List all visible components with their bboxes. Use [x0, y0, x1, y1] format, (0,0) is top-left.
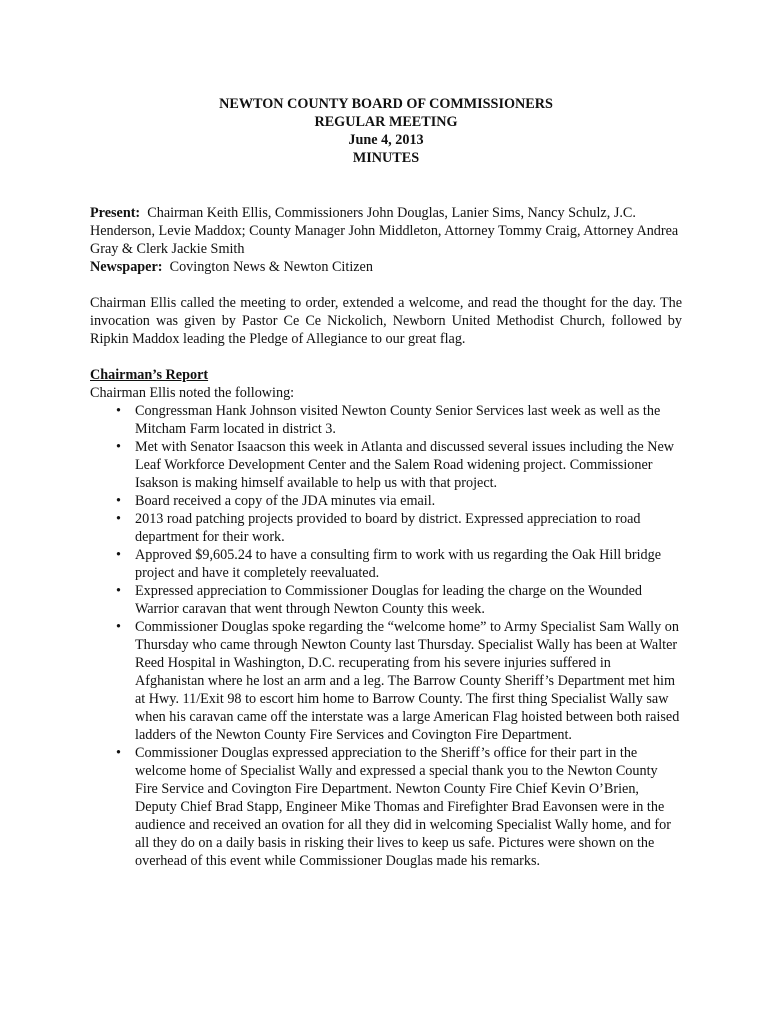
document-header — [90, 95, 682, 167]
list-item-text: Expressed appreciation to Commissioner Douglas for leading the charge on the Wounded Warrior caravan that went through Newton County this week. — [135, 583, 642, 617]
bullet-icon: • — [116, 547, 121, 563]
present-text: Chairman Keith Ellis, Commissioners John Douglas, Lanier Sims, Nancy Schulz, J.C. Henderson, Levie Maddox; County Manager John Middleton, Attorney Tommy Craig, Attorney Andrea Gray & Clerk Jackie Smith — [90, 205, 679, 257]
list-item — [116, 744, 682, 870]
present-paragraph — [90, 204, 682, 258]
attendance-block — [90, 204, 682, 276]
list-item-text: 2013 road patching projects provided to board by district. Expressed appreciation to road department for their work. — [135, 511, 641, 545]
header-meeting-date: June 4, 2013 — [348, 132, 424, 148]
bullet-icon: • — [116, 583, 121, 599]
opening-paragraph: Chairman Ellis called the meeting to order, extended a welcome, and read the thought for the day. The invocation was given by Pastor Ce Ce Nickolich, Newborn United Methodist Church, followed by Ripkin Maddox leading the Pledge of Allegiance to our great flag. — [90, 295, 682, 347]
list-item — [116, 618, 682, 744]
newspaper-label: Newspaper: — [90, 259, 163, 275]
bullet-icon: • — [116, 403, 121, 419]
list-item-text: Commissioner Douglas spoke regarding the “welcome home” to Army Specialist Sam Wally on Thursday who came through Newton County last Thursday. Specialist Wally has been at Walter Reed Hospital in Washington, D.C. recuperating from his severe injuries suffered in Afghanistan where he lost an arm and a leg. The Barrow County Sheriff’s Department met him at Hwy. 11/Exit 98 to escort him home to Barrow County. The first thing Specialist Wally saw when his caravan came off the interstate was a large American Flag hoisted between both raised ladders of the Newton County Fire Services and Covington Fire Department. — [135, 619, 680, 743]
list-item-text: Commissioner Douglas expressed appreciation to the Sheriff’s office for their part in the welcome home of Specialist Wally and expressed a special thank you to the Newton County Fire Service and Covington Fire Department. Newton County Fire Chief Kevin O’Brien, Deputy Chief Brad Stapp, Engineer Mike Thomas and Firefighter Brad Eavonsen were in the audience and received an ovation for all they did in welcoming Specialist Wally home, and for all they do on a daily basis in risking their lives to keep us safe. Pictures were shown on the overhead of this event while Commissioner Douglas made his remarks. — [135, 745, 671, 869]
chairmans-report-list — [90, 402, 682, 870]
bullet-icon: • — [116, 493, 121, 509]
chairmans-report-section — [90, 366, 682, 870]
list-item-text: Board received a copy of the JDA minutes via email. — [135, 493, 436, 509]
list-item — [116, 492, 682, 510]
list-item — [116, 582, 682, 618]
list-item — [116, 438, 682, 492]
bullet-icon: • — [116, 511, 121, 527]
list-item — [116, 546, 682, 582]
chairmans-report-intro: Chairman Ellis noted the following: — [90, 385, 295, 401]
list-item-text: Met with Senator Isaacson this week in Atlanta and discussed several issues including the New Leaf Workforce Development Center and the Salem Road widening project. Commissioner Isakson is making himself available to help us with that project. — [135, 439, 675, 491]
newspaper-text: Covington News & Newton Citizen — [169, 259, 373, 275]
present-label: Present: — [90, 205, 141, 221]
header-meeting-type: REGULAR MEETING — [314, 114, 458, 130]
list-item — [116, 402, 682, 438]
newspaper-paragraph — [90, 258, 682, 276]
chairmans-report-title: Chairman’s Report — [90, 367, 209, 383]
bullet-icon: • — [116, 619, 121, 635]
header-document-title: MINUTES — [352, 150, 420, 166]
list-item — [116, 510, 682, 546]
header-board-name: NEWTON COUNTY BOARD OF COMMISSIONERS — [219, 96, 553, 112]
list-item-text: Approved $9,605.24 to have a consulting firm to work with us regarding the Oak Hill bridge project and have it completely reevaluated. — [135, 547, 662, 581]
bullet-icon: • — [116, 439, 121, 455]
bullet-icon: • — [116, 745, 121, 761]
list-item-text: Congressman Hank Johnson visited Newton County Senior Services last week as well as the Mitcham Farm located in district 3. — [135, 403, 661, 437]
